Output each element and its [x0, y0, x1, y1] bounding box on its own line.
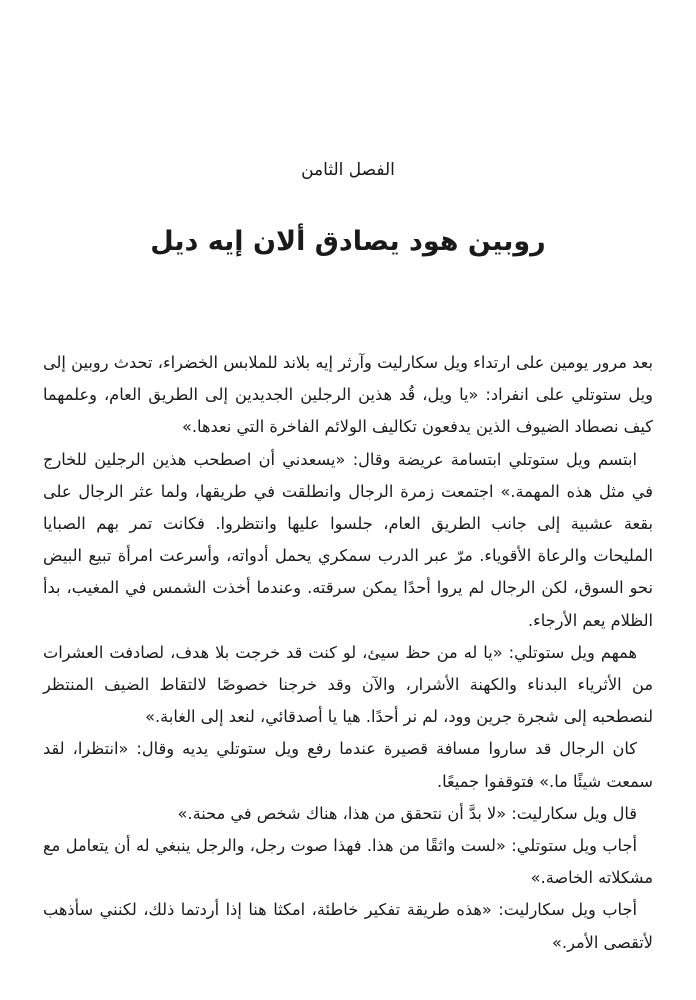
paragraph-4: كان الرجال قد ساروا مسافة قصيرة عندما رفع ويل ستوتلي يديه وقال: «انتظرا، لقد سمعت شيئًا ما.» فتوقفوا جميعًا.: [43, 739, 653, 791]
paragraph-1: بعد مرور يومين على ارتداء ويل سكارليت وآرثر إيه بلاند للملابس الخضراء، تحدث روبين إلى ويل ستوتلي على انفراد: «يا ويل، قُد هذين الرجلين الجديدين إلى الطريق العام، وعلمهما كيف نصطاد الضيوف الذين يدفعون تكاليف الولائم الفاخرة التي نعدها.»: [43, 353, 653, 437]
paragraph-7: أجاب ويل سكارليت: «هذه طريقة تفكير خاطئة، امكثا هنا إذا أردتما ذلك، لكنني سأذهب لأتقصى الأمر.»: [43, 900, 653, 952]
chapter-title: روبين هود يصادق ألان إيه ديل: [150, 226, 546, 257]
paragraph-3: همهم ويل ستوتلي: «يا له من حظ سيئ، لو كنت قد خرجت بلا هدف، لصادفت العشرات من الأثرياء البدناء والكهنة الأشرار، والآن وقد خرجنا خصوصًا لالتقاط الضيف المنتظر لنصطحبه إلى شجرة جرين وود، لم نر أحدًا. هيا يا أصدقائي، لنعد إلى الغابة.»: [43, 642, 653, 727]
paragraph-2: ابتسم ويل ستوتلي ابتسامة عريضة وقال: «يسعدني أن اصطحب هذين الرجلين للخارج في مثل هذه المهمة.» اجتمعت زمرة الرجال وانطلقت في طريقها، ولما عثر الرجال على بقعة عشبية إلى جانب الطريق العام، جلسوا عليها وانتظروا. فكانت تمر بهم الصبايا المليحات والرعاة الأقوياء. مرّ عبر الدرب سمكري يحمل أدواته، وأسرعت امرأة تبيع البيض نحو السوق، لكن الرجال لم يروا أحدًا يمكن سرقته. وعندما أخذت الشمس في المغيب، بدأ الظلام يعم الأرجاء.: [43, 449, 653, 630]
paragraph-6: أجاب ويل ستوتلي: «لست واثقًا من هذا. فهذا صوت رجل، والرجل ينبغي له أن يتعامل مع مشكلاته الخاصة.»: [43, 836, 653, 888]
chapter-label: الفصل الثامن: [301, 160, 395, 180]
body-text: [43, 347, 653, 959]
paragraph-5: قال ويل سكارليت: «لا بدَّ أن نتحقق من هذا، هناك شخص في محنة.»: [177, 803, 637, 823]
